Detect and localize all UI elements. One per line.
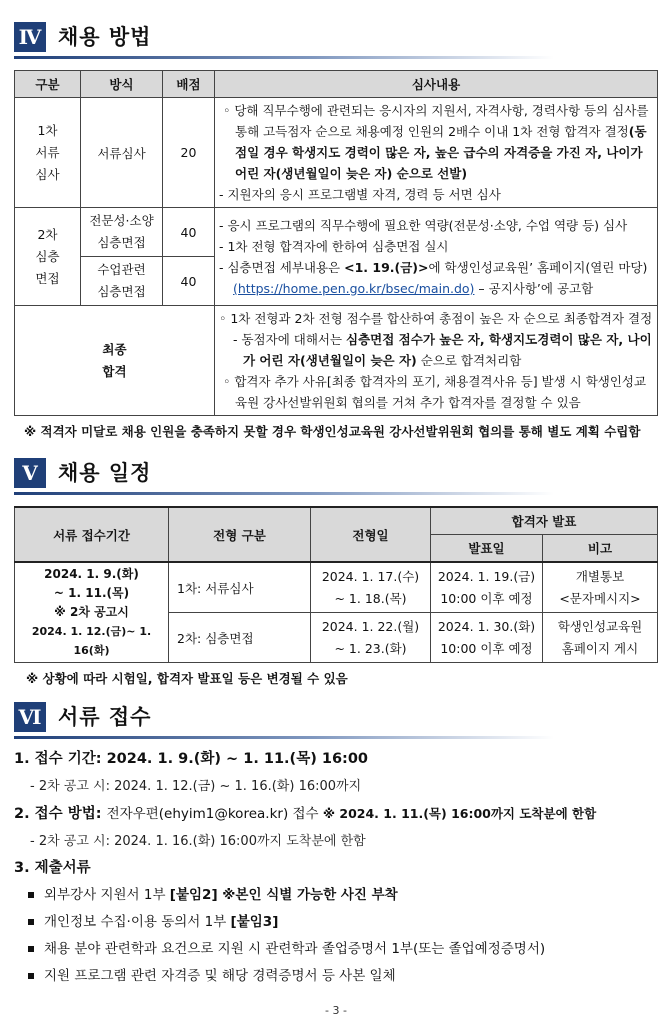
table-row <box>15 208 658 257</box>
page-number: - 3 - <box>325 1004 347 1017</box>
note: ※ 적격자 미달로 채용 인원을 충족하지 못할 경우 학생인성교육원 강사선발위원회 협의를 통해 별도 계획 수립함 <box>24 424 641 439</box>
square-bullet-icon <box>28 973 34 979</box>
category-cell: 2차 심층 면접 <box>15 208 81 306</box>
section-title: 서류 접수 <box>58 705 152 729</box>
table-row <box>15 562 658 613</box>
section-header <box>14 458 658 494</box>
list-item: 지원 프로그램 관련 자격증 및 해당 경력증명서 등 사본 일체 <box>14 963 658 990</box>
section-recruitment-method <box>14 22 658 441</box>
table-row <box>15 98 658 208</box>
remark-cell: 개별통보 <문자메시지> <box>543 562 658 613</box>
header-content: 심사내용 <box>215 71 658 98</box>
content-cell: ◦ 1차 전형과 2차 전형 점수를 합산하여 총점이 높은 자 순으로 최종합격자 결정 - 동점자에 대해서는 심층면접 점수가 높은 자, 학생지도경력이 많은 자, 나이가 어린 자(생년월일이 늦은 자) 순으로 합격처리함 ◦ 합격자 추가 사유[최종 합격자의 포기, 채용결격사유 등] 발생 시 학생인성교육원 강사선발위원회 협의를 거쳐 추가 합격자를 결정할 수 있음 <box>215 306 658 416</box>
score-cell: 20 <box>163 98 215 208</box>
announce-cell: 2024. 1. 30.(화) 10:00 이후 예정 <box>431 613 543 663</box>
period-cell: 2024. 1. 9.(화) ~ 1. 11.(목) ※ 2차 공고시 2024. 1. 12.(금)~ 1. 16(화) <box>15 562 169 663</box>
method-cell: 전문성·소양 심층면접 <box>81 208 163 257</box>
section-divider <box>14 56 554 59</box>
square-bullet-icon <box>28 946 34 952</box>
content-cell: - 응시 프로그램의 직무수행에 필요한 역량(전문성·소양, 수업 역량 등) 심사 - 1차 전형 합격자에 한하여 심층면접 실시 - 심층면접 세부내용은 <1. 19.(금)>에 학생인성교육원’ 홈페이지(열린 마당) (https://home.pen.go.kr/bsec/main.do) – 공지사항’에 공고함 <box>215 208 658 306</box>
section-number: Ⅵ <box>14 702 46 732</box>
table-row <box>15 306 658 416</box>
header-type: 전형 구분 <box>169 507 311 562</box>
category-cell: 1차 서류 심사 <box>15 98 81 208</box>
header-announce-date: 발표일 <box>431 535 543 563</box>
list-item: 개인정보 수집·이용 동의서 1부 [붙임3] <box>14 909 658 936</box>
list-item: 외부강사 지원서 1부 [붙임2] ※본인 식별 가능한 사진 부착 <box>14 882 658 909</box>
method-cell: 서류심사 <box>81 98 163 208</box>
schedule-table <box>14 506 658 663</box>
section-document-submission <box>14 702 658 990</box>
section-title: 채용 일정 <box>58 461 152 485</box>
list-item: 2. 접수 방법: 전자우편(ehyim1@korea.kr) 접수 ※ 2024. 1. 11.(목) 16:00까지 도착분에 한함 <box>14 806 597 822</box>
section-number: Ⅳ <box>14 22 46 52</box>
section-schedule <box>14 458 658 688</box>
list-item: 3. 제출서류 <box>14 860 91 876</box>
date-cell: 2024. 1. 22.(월) ~ 1. 23.(화) <box>311 613 431 663</box>
list-item: 채용 분야 관련학과 요건으로 지원 시 관련학과 졸업증명서 1부(또는 졸업예정증명서) <box>14 936 658 963</box>
header-score: 배점 <box>163 71 215 98</box>
announce-cell: 2024. 1. 19.(금) 10:00 이후 예정 <box>431 562 543 613</box>
method-cell: 수업관련 심층면접 <box>81 257 163 306</box>
header-announce: 합격자 발표 <box>431 507 658 535</box>
content-cell: ◦ 당해 직무수행에 관련되는 응시자의 지원서, 자격사항, 경력사항 등의 심사를 통해 고득점자 순으로 채용예정 인원의 2배수 이내 1차 전형 합격자 결정(동점일 경우 학생지도 경력이 많은 자, 높은 급수의 자격증을 가진 자, 나이가 어린 자(생년월일이 늦은 자) 순으로 선발) - 지원자의 응시 프로그램별 자격, 경력 등 서면 심사 <box>215 98 658 208</box>
list-item: 1. 접수 기간: 2024. 1. 9.(화) ~ 1. 11.(목) 16:00 <box>14 751 369 767</box>
date-cell: 2024. 1. 17.(수) ~ 1. 18.(목) <box>311 562 431 613</box>
score-cell: 40 <box>163 257 215 306</box>
header-category: 구분 <box>15 71 81 98</box>
header-method: 방식 <box>81 71 163 98</box>
header-period: 서류 접수기간 <box>15 507 169 562</box>
section-divider <box>14 492 554 495</box>
section-header <box>14 702 658 738</box>
header-remark: 비고 <box>543 535 658 563</box>
type-cell: 2차: 심층면접 <box>169 613 311 663</box>
list-item: - 2차 공고 시: 2024. 1. 16.(화) 16:00까지 도착분에 한함 <box>30 834 366 849</box>
type-cell: 1차: 서류심사 <box>169 562 311 613</box>
section-header <box>14 22 658 58</box>
category-cell: 최종 합격 <box>15 306 215 416</box>
remark-cell: 학생인성교육원 홈페이지 게시 <box>543 613 658 663</box>
list-item: - 2차 공고 시: 2024. 1. 12.(금) ~ 1. 16.(화) 16:00까지 <box>30 779 362 794</box>
note: ※ 상황에 따라 시험일, 합격자 발표일 등은 변경될 수 있음 <box>26 671 348 686</box>
square-bullet-icon <box>28 919 34 925</box>
submission-list <box>14 746 658 990</box>
section-divider <box>14 736 554 739</box>
section-title: 채용 방법 <box>58 25 152 49</box>
header-date: 전형일 <box>311 507 431 562</box>
section-number: Ⅴ <box>14 458 46 488</box>
method-table <box>14 70 658 416</box>
homepage-link[interactable]: (https://home.pen.go.kr/bsec/main.do) <box>233 280 475 296</box>
score-cell: 40 <box>163 208 215 257</box>
square-bullet-icon <box>28 892 34 898</box>
table-header-row <box>15 71 658 98</box>
